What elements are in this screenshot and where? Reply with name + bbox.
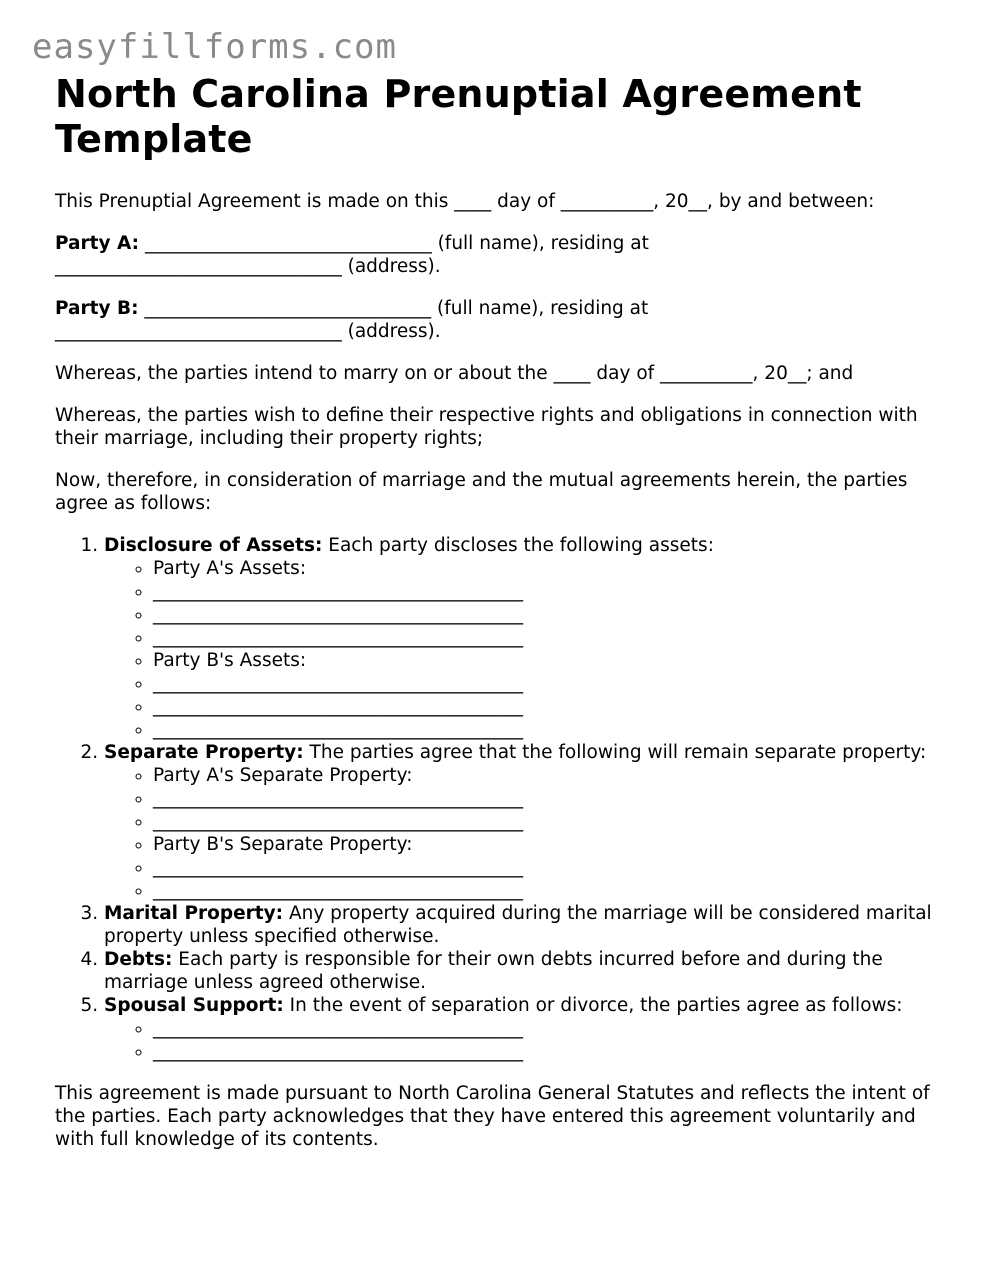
- list-item: ◦ ________________________________________: [153, 580, 935, 603]
- section-text: Each party discloses the following assets:: [322, 535, 714, 556]
- section-heading: Spousal Support:: [104, 995, 284, 1016]
- section-text: Each party is responsible for their own debts incurred before and during the marriage unless agreed otherwise.: [104, 949, 883, 993]
- party-a-label: Party A:: [55, 233, 140, 254]
- separate-property-sublist: [104, 764, 935, 902]
- whereas-rights-paragraph: Whereas, the parties wish to define their respective rights and obligations in connection with their marriage, including their property rights;: [55, 405, 918, 449]
- list-item: ◦ Party B's Assets:: [153, 649, 935, 672]
- list-item: ◦ Party A's Assets:: [153, 557, 935, 580]
- list-item: ◦ ________________________________________: [153, 1040, 935, 1063]
- list-item: ◦ ________________________________________: [153, 672, 935, 695]
- list-item: ◦ Party B's Separate Property:: [153, 833, 935, 856]
- watermark: easyfillforms.com: [32, 27, 397, 67]
- section-heading: Debts:: [104, 949, 173, 970]
- section-spousal-support: [104, 994, 935, 1063]
- party-b-paragraph: [55, 297, 935, 343]
- section-text: Any property acquired during the marriage will be considered marital property unless specified otherwise.: [104, 903, 932, 947]
- list-item: ◦ ________________________________________: [153, 626, 935, 649]
- section-debts: [104, 948, 935, 994]
- whereas-marriage-paragraph: Whereas, the parties intend to marry on or about the ____ day of __________, 20__; and: [55, 363, 854, 384]
- party-b-label: Party B:: [55, 298, 139, 319]
- closing-paragraph: This agreement is made pursuant to North Carolina General Statutes and reflects the intent of the parties. Each party acknowledges that they have entered this agreement voluntarily and with full knowledge of its contents.: [55, 1083, 930, 1150]
- section-marital-property: [104, 902, 935, 948]
- section-disclosure-of-assets: [104, 534, 935, 741]
- section-text: In the event of separation or divorce, the parties agree as follows:: [283, 995, 903, 1016]
- section-text: The parties agree that the following will remain separate property:: [303, 742, 927, 763]
- list-item: ◦ ________________________________________: [153, 879, 935, 902]
- party-b-text: _______________________________ (full name), residing at _______________________________ (address).: [55, 298, 649, 342]
- list-item: ◦ ________________________________________: [153, 695, 935, 718]
- list-item: ◦ ________________________________________: [153, 718, 935, 741]
- list-item: ◦ ________________________________________: [153, 603, 935, 626]
- list-item: ◦ ________________________________________: [153, 787, 935, 810]
- asset-sublist: [104, 557, 935, 741]
- list-item: ◦ ________________________________________: [153, 810, 935, 833]
- agreement-sections-list: [55, 534, 935, 1063]
- intro-paragraph: This Prenuptial Agreement is made on this ____ day of __________, 20__, by and between:: [55, 191, 875, 212]
- section-heading: Separate Property:: [104, 742, 304, 763]
- list-item: ◦ ________________________________________: [153, 1017, 935, 1040]
- party-a-text: _______________________________ (full name), residing at _______________________________ (address).: [55, 233, 649, 277]
- page-title: North Carolina Prenuptial Agreement Template: [55, 72, 862, 161]
- section-separate-property: [104, 741, 935, 902]
- document: [55, 72, 935, 1151]
- list-item: ◦ ________________________________________: [153, 856, 935, 879]
- now-therefore-paragraph: Now, therefore, in consideration of marriage and the mutual agreements herein, the parties agree as follows:: [55, 470, 908, 514]
- list-item: ◦ Party A's Separate Property:: [153, 764, 935, 787]
- section-heading: Disclosure of Assets:: [104, 535, 323, 556]
- section-heading: Marital Property:: [104, 903, 284, 924]
- spousal-support-sublist: [104, 1017, 935, 1063]
- party-a-paragraph: [55, 232, 935, 278]
